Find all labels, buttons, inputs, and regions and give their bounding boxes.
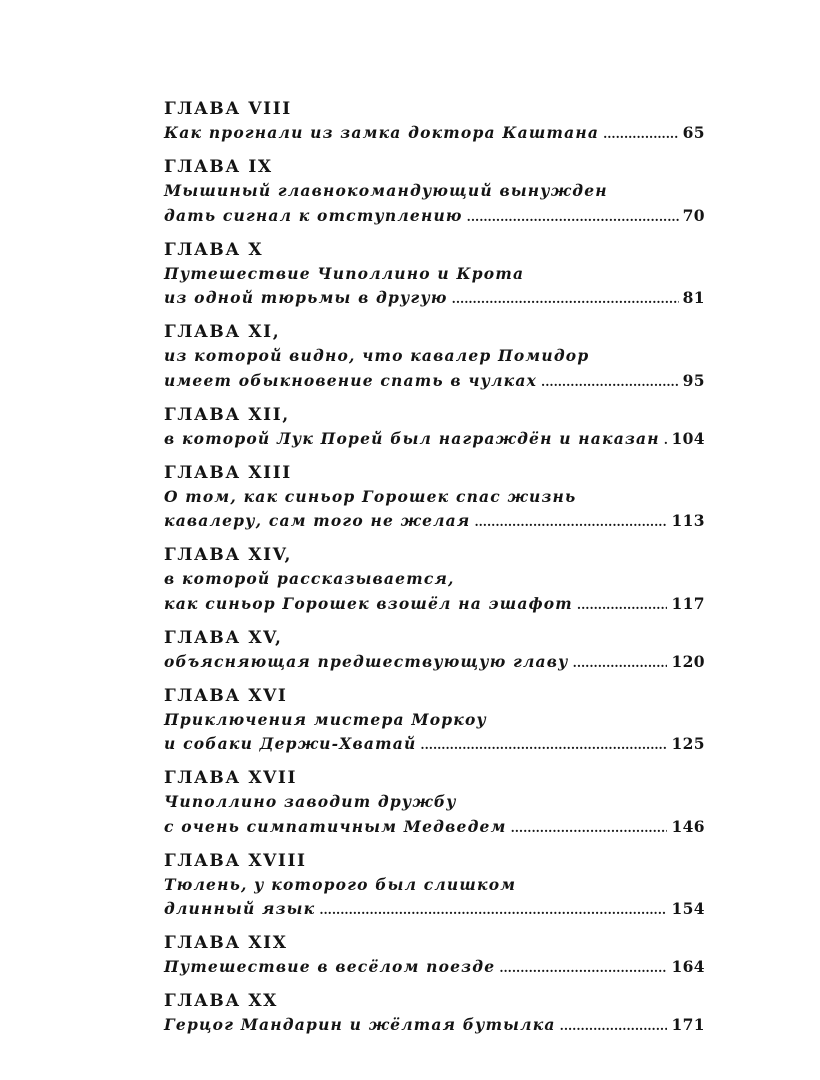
chapter-title-line: из которой видно, что кавалер Помидор [164, 346, 590, 365]
chapter-heading: ГЛАВА XIII [164, 462, 292, 483]
chapter-title-line: Приключения мистера Моркоу [164, 709, 487, 729]
dot-leader [603, 122, 679, 147]
chapter-title-line: Чиполлино заводит дружбу [164, 792, 457, 811]
chapter-title-text: с очень симпатичным Медведем [164, 816, 507, 836]
page-number: 171 [671, 1015, 705, 1034]
chapter-heading: ГЛАВА IX [164, 157, 273, 177]
dot-leader [420, 733, 667, 758]
toc-entry-chapter-17 [164, 766, 705, 839]
chapter-title-text: как синьор Горошек взошёл на эшафот [164, 593, 573, 613]
toc-entry-chapter-15 [164, 626, 705, 675]
chapter-title-line [164, 592, 705, 617]
chapter-title-line [164, 427, 705, 452]
toc-entry-chapter-19 [164, 931, 705, 980]
chapter-title-text: Герцог Мандарин и жёлтая бутылка [164, 1015, 556, 1034]
chapter-title-line: Тюлень, у которого был слишком [164, 874, 517, 894]
chapter-title-line [164, 204, 705, 229]
chapter-title-line [164, 815, 705, 840]
toc-entry-chapter-10 [164, 238, 705, 311]
chapter-title-line [164, 650, 705, 675]
page-number: 113 [671, 511, 705, 530]
chapter-title-text: Путешествие в весёлом поезде [164, 957, 496, 976]
dot-leader [499, 956, 667, 981]
dot-leader [452, 287, 679, 312]
chapter-heading: ГЛАВА XVIII [164, 850, 307, 871]
chapter-heading: ГЛАВА XVII [164, 768, 298, 788]
page-number: 95 [682, 370, 705, 390]
chapter-heading: ГЛАВА XVI [164, 685, 288, 706]
chapter-heading: ГЛАВА VIII [164, 99, 292, 119]
toc-entry-chapter-11 [164, 320, 705, 393]
chapter-title-line [164, 897, 705, 922]
page-number: 146 [671, 816, 705, 836]
dot-leader [467, 205, 679, 230]
chapter-title-line: в которой рассказывается, [164, 569, 455, 588]
chapter-title-text: из одной тюрьмы в другую [164, 288, 448, 307]
toc-entry-chapter-14 [164, 543, 705, 616]
page-number: 164 [671, 957, 705, 976]
chapter-heading: ГЛАВА X [164, 239, 264, 260]
dot-leader [664, 428, 668, 453]
toc-entry-chapter-16 [164, 684, 705, 757]
chapter-title-line [164, 369, 705, 394]
page-number: 81 [682, 288, 705, 307]
chapter-title-line: О том, как синьор Горошек спас жизнь [164, 486, 577, 506]
chapter-heading: ГЛАВА XIV, [164, 545, 293, 565]
chapter-title-text: объясняющая предшествующую главу [164, 651, 569, 671]
toc-entry-chapter-13 [164, 461, 705, 534]
page-number: 120 [671, 651, 705, 671]
chapter-heading: ГЛАВА XV, [164, 627, 283, 648]
page-number: 70 [682, 205, 705, 225]
chapter-title-text: в которой Лук Порей был награждён и наказан [164, 428, 660, 448]
chapter-title-text: имеет обыкновение спать в чулках [164, 370, 538, 390]
page-number: 117 [671, 593, 705, 613]
chapter-heading: ГЛАВА XIX [164, 933, 288, 953]
chapter-title-line [164, 286, 705, 311]
chapter-title-line [164, 732, 705, 757]
page-number: 125 [671, 734, 705, 753]
chapter-title-text: длинный язык [164, 899, 316, 918]
chapter-title-text: и собаки Держи-Хватай [164, 734, 417, 753]
dot-leader [319, 898, 667, 923]
chapter-heading: ГЛАВА XX [164, 991, 278, 1011]
toc-entry-chapter-8 [164, 97, 705, 146]
chapter-title-line [164, 509, 705, 534]
chapter-title-text: Как прогнали из замка доктора Каштана [164, 123, 600, 142]
chapter-title-line: Путешествие Чиполлино и Крота [164, 263, 525, 283]
dot-leader [560, 1014, 668, 1039]
page-number: 65 [682, 123, 705, 142]
chapter-heading: ГЛАВА XII, [164, 404, 290, 425]
toc-entry-chapter-12 [164, 403, 705, 452]
chapter-title-text: дать сигнал к отступлению [164, 205, 463, 225]
chapter-title-line [164, 1013, 705, 1038]
dot-leader [474, 510, 667, 535]
toc-entry-chapter-9 [164, 155, 705, 228]
chapter-title-text: кавалеру, сам того не желая [164, 511, 471, 530]
page-number: 104 [671, 428, 705, 448]
chapter-title-line [164, 955, 705, 980]
chapter-title-line: Мышиный главнокомандующий вынужден [164, 181, 608, 200]
toc-entry-chapter-20 [164, 989, 705, 1038]
dot-leader [577, 593, 668, 618]
dot-leader [573, 651, 668, 676]
dot-leader [541, 370, 679, 395]
chapter-heading: ГЛАВА XI, [164, 322, 281, 342]
toc-entry-chapter-18 [164, 849, 705, 922]
page-number: 154 [671, 899, 705, 918]
dot-leader [511, 816, 668, 841]
table-of-contents [164, 97, 705, 1047]
chapter-title-line [164, 121, 705, 146]
